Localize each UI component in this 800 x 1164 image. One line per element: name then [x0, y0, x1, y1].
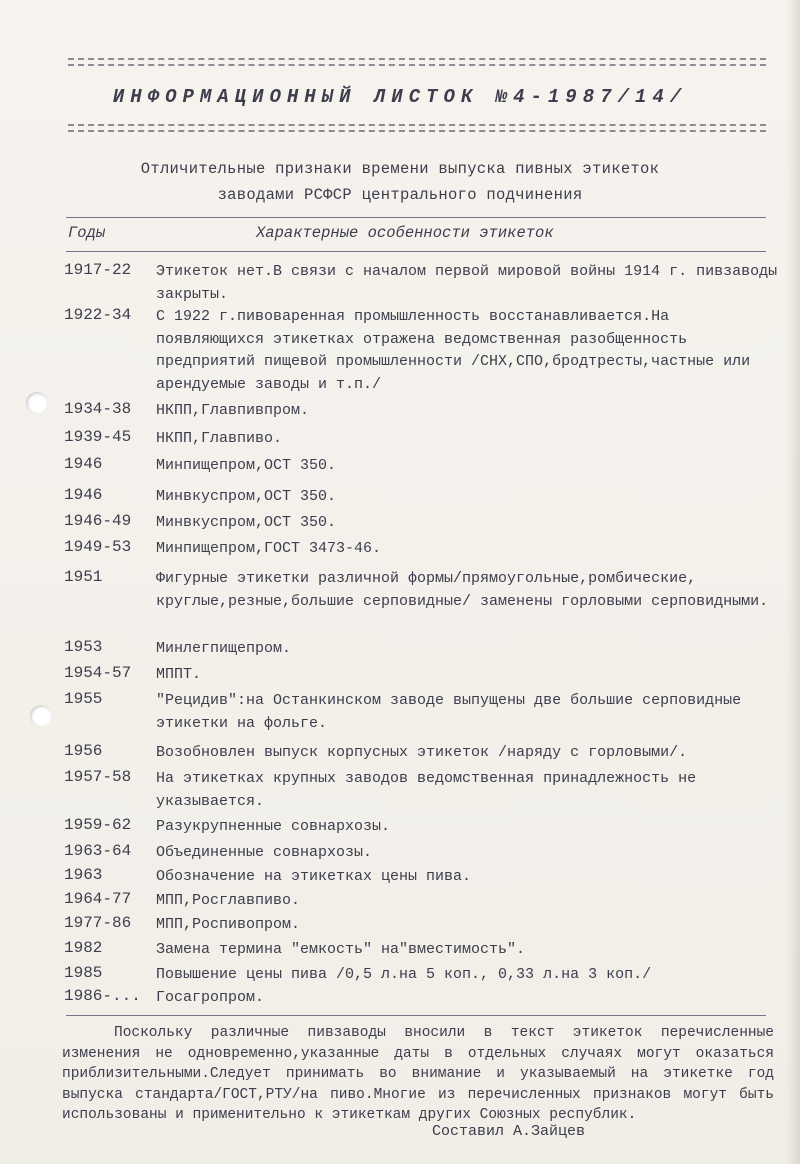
row-year: 1946 — [64, 486, 103, 504]
row-year: 1951 — [64, 568, 103, 586]
row-text: НКПП,Главпиво. — [156, 430, 283, 447]
punch-hole-top — [26, 392, 48, 414]
header-rule-top — [68, 58, 766, 60]
signature: Составил А.Зайцев — [432, 1123, 586, 1140]
table-top-rule — [66, 217, 766, 218]
row-text: Минвкуспром,ОСТ 350. — [156, 514, 337, 531]
row-year: 1964-77 — [64, 890, 132, 908]
header-rule-bottom — [68, 124, 766, 126]
row-year: 1946 — [64, 455, 103, 473]
row-text: Обозначение на этикетках цены пива. — [156, 868, 472, 885]
row-year: 1977-86 — [64, 914, 132, 932]
row-text: "Рецидив":на Останкинском заводе выпущены две большие серповидные этикетки на фольге. — [156, 692, 742, 732]
column-header-years: Годы — [68, 224, 106, 242]
header-rule-bottom-2 — [68, 130, 766, 132]
row-text: Минвкуспром,ОСТ 350. — [156, 488, 337, 505]
row-text: Разукрупненные совнархозы. — [156, 818, 391, 835]
row-text: Минлегпищепром. — [156, 640, 292, 657]
row-year: 1959-62 — [64, 816, 132, 834]
row-text: МППТ. — [156, 666, 202, 683]
subtitle-line-2: заводами РСФСР центрального подчинения — [217, 186, 583, 204]
row-year: 1949-53 — [64, 538, 132, 556]
row-year: 1956 — [64, 742, 103, 760]
footer-note: Поскольку различные пивзаводы вносили в текст этикеток перечисленные изменения не одновременно,указанные даты в отдельных случаях могут оказаться приблизительными.Следует принимать во внимание и указываемый на этикетке год выпуска стандарта/ГОСТ,РТУ/на пиво.Многие из перечисленных признаков могут быть использованы и применительно к этикеткам других Союзных республик. — [62, 1025, 774, 1123]
row-text: На этикетках крупных заводов ведомственная принадлежность не указывается. — [156, 770, 697, 810]
row-year: 1946-49 — [64, 512, 132, 530]
row-year: 1982 — [64, 939, 103, 957]
row-text: МПП,Роспивопром. — [156, 916, 301, 933]
row-text: С 1922 г.пивоваренная промышленность восстанавливается.На появляющихся этикетках отражена ведомственная разобщенность предприятий пищевой промышленности /СНХ,СПО,бродтресты,частные или арендуемые заводы и т.п./ — [156, 308, 751, 393]
row-text: НКПП,Главпивпром. — [156, 402, 310, 419]
row-year: 1922-34 — [64, 306, 132, 324]
row-year: 1953 — [64, 638, 103, 656]
document-title: ИНФОРМАЦИОННЫЙ ЛИСТОК №4-1987/14/ — [112, 86, 688, 108]
row-year: 1957-58 — [64, 768, 132, 786]
row-year: 1917-22 — [64, 261, 132, 279]
row-text: Минпищепром,ОСТ 350. — [156, 457, 337, 474]
row-text: Фигурные этикетки различной формы/прямоугольные,ромбические, круглые,резные,большие серповидные/ заменены горловыми серповидными. — [156, 570, 769, 610]
row-year: 1985 — [64, 964, 103, 982]
row-year: 1939-45 — [64, 428, 132, 446]
table-header-rule — [66, 251, 766, 252]
row-text: Этикеток нет.В связи с началом первой мировой войны 1914 г. пивзаводы закрыты. — [156, 263, 778, 303]
row-text: Возобновлен выпуск корпусных этикеток /наряду с горловыми/. — [156, 744, 688, 761]
row-text: Повышение цены пива /0,5 л.на 5 коп., 0,33 л.на 3 коп./ — [156, 966, 652, 983]
row-year: 1954-57 — [64, 664, 132, 682]
punch-hole-bottom — [30, 705, 52, 727]
table-bottom-rule — [66, 1015, 766, 1016]
row-year: 1963-64 — [64, 842, 132, 860]
row-year: 1934-38 — [64, 400, 132, 418]
row-text: Минпищепром,ГОСТ 3473-46. — [156, 540, 382, 557]
row-year: 1986-... — [64, 987, 141, 1005]
row-text: Госагропром. — [156, 989, 265, 1006]
header-rule-top-2 — [68, 64, 766, 66]
column-header-features: Характерные особенности этикеток — [256, 224, 554, 242]
subtitle-line-1: Отличительные признаки времени выпуска пивных этикеток — [140, 160, 660, 178]
row-text: МПП,Росглавпиво. — [156, 892, 301, 909]
row-year: 1955 — [64, 690, 103, 708]
row-text: Объединенные совнархозы. — [156, 844, 373, 861]
row-year: 1963 — [64, 866, 103, 884]
row-text: Замена термина "емкость" на"вместимость". — [156, 941, 526, 958]
